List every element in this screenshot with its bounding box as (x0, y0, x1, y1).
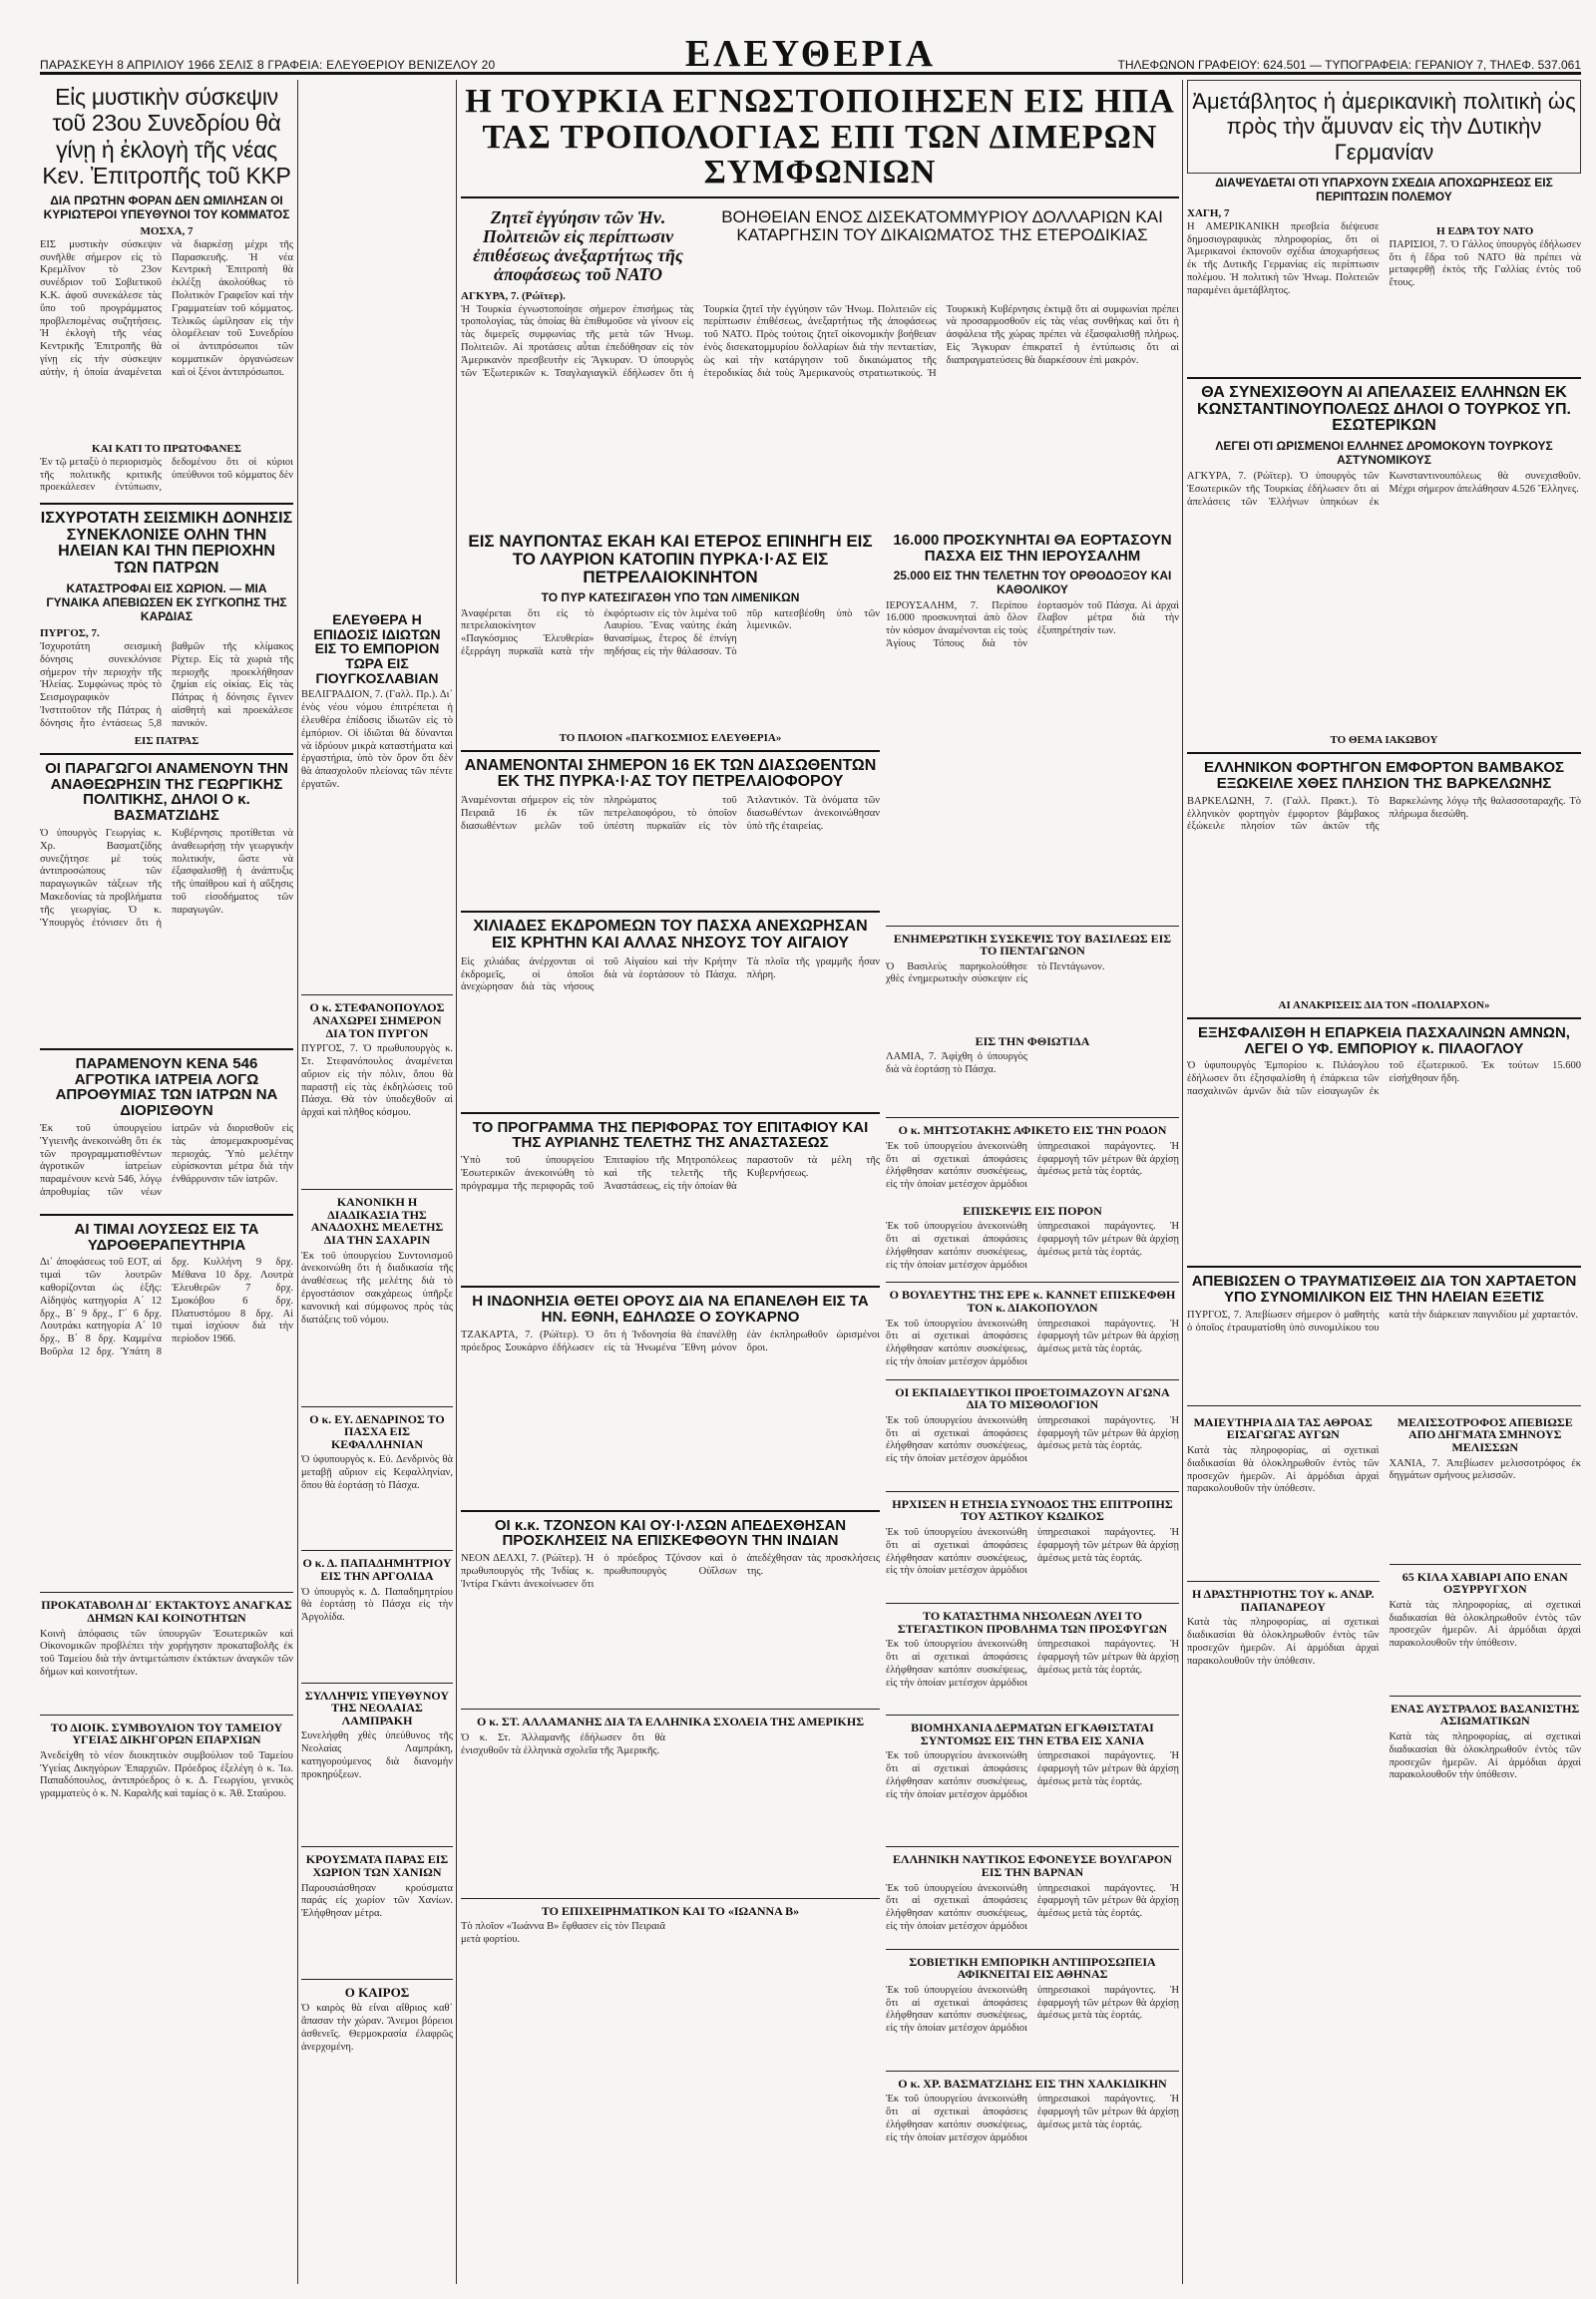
divider (461, 1709, 880, 1710)
article-body: Ἐκ τοῦ ὑπουργείου Συντονισμοῦ ἀνεκοινώθη ὅτι ἡ διαδικασία τῆς ἀναθέσεως τῆς μελέτης διὰ τὸ ἐργοστάσιον σακχάρεως ὑπῆρξε κανονικὴ καὶ σύμφωνος πρὸς τὰς διατάξεις τοῦ νόμου. (301, 1250, 453, 1326)
article-body: Συνελήφθη χθὲς ὑπεύθυνος τῆς Νεολαίας Λαμπράκη, κατηγορούμενος διὰ διανομὴν προκηρύξεων. (301, 1730, 453, 1780)
article-headline: ΣΥΛΛΗΨΙΣ ΥΠΕΥΘΥΝΟΥ ΤΗΣ ΝΕΟΛΑΙΑΣ ΛΑΜΠΡΑΚΗ (304, 1688, 450, 1727)
divider (886, 2071, 1179, 2072)
article-headline: ΕΞΗΣΦΑΛΙΣΘΗ Η ΕΠΑΡΚΕΙΑ ΠΑΣΧΑΛΙΝΩΝ ΑΜΝΩΝ, ΛΕΓΕΙ Ο ΥΦ. ΕΜΠΟΡΙΟΥ κ. ΠΙΛΑΟΓΛΟΥ (1198, 1023, 1570, 1057)
divider (886, 1282, 1179, 1283)
article-body: ΧΑΝΙΑ, 7. Ἀπεβίωσεν μελισσοτρόφος ἐκ δηγμάτων σμήνους μελισσῶν. (1389, 1457, 1581, 1482)
lead-body: Ἡ Τουρκία ἐγνωστοποίησε σήμερον ἐπισήμως τὰς τροπολογίας, τὰς ὁποίας θὰ ἐπιθυμοῦσε νὰ γίνουν εἰς τὰς διμερεῖς συμφωνίας τῆς μετὰ τῶν Ἡνωμ. Πολιτειῶν. Αἱ προτάσεις αὗται ἐπεδόθησαν εἰς τὸν Ἀμερικανὸν πρεσβευτὴν εἰς Ἄγκυραν. Ὁ ὑπουργὸς τῶν Ἐξωτερικῶν κ. Τσαγλαγιαγκὶλ ἐδήλωσεν ὅτι ἡ Τουρκία ζητεῖ τὴν ἐγγύησιν τῶν Ἡνωμ. Πολιτειῶν εἰς περίπτωσιν ἐπιθέσεως, ἀνεξαρτήτως τῆς ἀποφάσεως τοῦ ΝΑΤΟ. Πρὸς τούτοις ζητεῖ οἰκονομικὴν βοήθειαν ἑνὸς δισεκατομμυρίου δολλαρίων διὰ τὴν πενταετίαν, ὡς καὶ τὴν κατάργησιν τοῦ δικαιώματος τῆς ἑτεροδικίας διὰ τοὺς Ἀμερικανοὺς στρατιωτικούς. Ἡ Τουρκικὴ Κυβέρνησις ἐκτιμᾷ ὅτι αἱ συμφωνίαι πρέπει νὰ προσαρμοσθοῦν εἰς τὰς νέας συνθήκας καὶ ὅτι ἡ ἀσφάλεια τῆς χώρας πρέπει νὰ ἐξασφαλισθῇ πλήρως. Εἰς Ἄγκυραν ἐπικρατεῖ ἡ ἐντύπωσις ὅτι αἱ διαπραγματεύσεις θὰ διαρκέσουν ἐπὶ μακρόν. (461, 303, 1179, 379)
article-subheadline: ΚΑΤΑΣΤΡΟΦΑΙ ΕΙΣ ΧΩΡΙΟΝ. — ΜΙΑ ΓΥΝΑΙΚΑ ΑΠΕΒΙΩΣΕΝ ΕΚ ΣΥΓΚΟΠΗΣ ΤΗΣ ΚΑΡΔΙΑΣ (46, 580, 287, 623)
article-dateline: ΧΑΓΗ, 7 (1187, 206, 1230, 219)
column-rule (297, 80, 298, 2284)
article-headline: ΗΡΧΙΣΕΝ Η ΕΤΗΣΙΑ ΣΥΝΟΔΟΣ ΤΗΣ ΕΠΙΤΡΟΠΗΣ ΤΟΥ ΑΣΤΙΚΟΥ ΚΩΔΙΚΟΣ (892, 1496, 1173, 1524)
article-body: ΛΑΜΙΑ, 7. Ἀφίχθη ὁ ὑπουργὸς διὰ νὰ ἑορτάσῃ τὸ Πάσχα. (886, 1051, 1027, 1076)
divider (461, 1112, 880, 1114)
article-dateline: ΠΥΡΓΟΣ, 7. (40, 626, 100, 639)
divider (1187, 377, 1581, 379)
article-body: Τὸ πλοῖον «Ἰωάννα Β» ἔφθασεν εἰς τὸν Πειραιᾶ μετὰ φορτίου. (461, 1921, 665, 1946)
article-subheadline: ΚΑΙ ΚΑΤΙ ΤΟ ΠΡΩΤΟΦΑΝΕΣ (92, 442, 241, 455)
article-headline: ΕΝΗΜΕΡΩΤΙΚΗ ΣΥΣΚΕΨΙΣ ΤΟΥ ΒΑΣΙΛΕΩΣ ΕΙΣ ΤΟ ΠΕΝΤΑΓΩΝΟΝ (893, 931, 1172, 958)
divider (1187, 1266, 1581, 1268)
divider (301, 1406, 453, 1407)
article-headline: ΑΝΑΜΕΝΟΝΤΑΙ ΣΗΜΕΡΟΝ 16 ΕΚ ΤΩΝ ΔΙΑΣΩΘΕΝΤΩΝ ΕΚ ΤΗΣ ΠΥΡΚΑ·Ι·ΑΣ ΤΟΥ ΠΕΤΡΕΛΑΙΟΦΟΡΟΥ (464, 756, 877, 791)
article-body: Κατὰ τὰς πληροφορίας, αἱ σχετικαὶ διαδικασίαι θὰ ὁλοκληρωθοῦν ἐντὸς τῶν προσεχῶν ἡμερῶν. Αἱ ἁρμόδιαι ἀρχαὶ παρακολουθοῦν τὴν ὑπόθεσιν. (1389, 1730, 1581, 1781)
divider (1390, 1564, 1582, 1565)
column-2 (301, 80, 453, 2289)
article-body: ΒΑΡΚΕΛΩΝΗ, 7. (Γαλλ. Πρακτ.). Τὸ ἑλληνικὸν φορτηγὸν ἐμφορτον βάμβακος ἐξώκειλε πλησίον τῶν ἀκτῶν τῆς Βαρκελώνης λόγῳ τῆς θαλασσοταραχῆς. Τὸ πλήρωμα διεσώθη. (1187, 795, 1581, 833)
article-body: ΑΓΚΥΡΑ, 7. (Ρώϊτερ). Ὁ ὑπουργὸς τῶν Ἐσωτερικῶν τῆς Τουρκίας ἐδήλωσεν ὅτι αἱ ἀπελάσεις τῶν Ἑλλήνων ὑπηκόων ἐκ Κωνσταντινουπόλεως θὰ συνεχισθοῦν. Μέχρι σήμερον ἀπελάθησαν 4.526 Ἕλληνες. (1187, 471, 1581, 508)
article-body: Ὁ καιρὸς θὰ εἶναι αἴθριος καθ᾽ ἅπασαν τὴν χώραν. Ἄνεμοι βόρειοι ἀσθενεῖς. Θερμοκρασία ἐλαφρῶς ἀνερχομένη. (301, 2003, 453, 2053)
article-body: ΕΙΣ μυστικὴν σύσκεψιν συνῆλθε σήμερον εἰς τὸ Κρεμλῖνον τὸ 23ον συνέδριον τοῦ Σοβιετικοῦ Κ.Κ. ἀφοῦ συνεκάλεσε τὰς ὕπο τοῦ προγράμματος προβλεπομένας συζητήσεις. Ἡ ἐκλογὴ τῆς νέας Κεντρικῆς Ἐπιτροπῆς θὰ γίνῃ εἰς τὴν σύσκεψιν αὐτὴν, ἡ ὁποία ἀναμένεται νὰ διαρκέσῃ μέχρι τῆς Παρασκευῆς. Ἡ νέα Κεντρικὴ Ἐπιτροπὴ θὰ ἐκλέξῃ ἀκολούθως τὸ Πολιτικὸν Γραφεῖον καὶ τὴν Γραμματείαν τοῦ κόμματος. Τελικῶς ὡμίλησαν εἰς τὴν ὁλομέλειαν τοῦ Συνεδρίου οἱ ἀντιπρόσωποι τῶν κομματικῶν ὀργανώσεων καὶ οἱ ξένοι ἀντιπρόσωποι. (40, 238, 293, 378)
article-headline: ΤΟ ΔΙΟΙΚ. ΣΥΜΒΟΥΛΙΟΝ ΤΟΥ ΤΑΜΕΙΟΥ ΥΓΕΙΑΣ ΔΙΚΗΓΟΡΩΝ ΕΠΑΡΧΙΩΝ (50, 1720, 283, 1747)
divider (301, 1846, 453, 1847)
article-headline: ΕΙΣ ΝΑΥΠΟΝΤΑΣ ΕΚΑΗ ΚΑΙ ΕΤΕΡΟΣ ΕΠΙΝΗΓΗ ΕΙΣ ΤΟ ΛΑΥΡΙΟΝ ΚΑΤΟΠΙΝ ΠΥΡΚΑ·Ι·ΑΣ ΕΙΣ ΠΕΤΡΕΛΑΙΟΚΙΝΗΤΟΝ (468, 532, 873, 586)
article-body: Ὁ ὑφυπουργὸς κ. Εὐ. Δενδρινὸς θὰ μεταβῇ αὔριον εἰς Κεφαλληνίαν, ὅπου θὰ ἑορτάσῃ τὸ Πάσχα. (301, 1454, 453, 1491)
divider (1187, 1017, 1581, 1019)
column-rule (1182, 80, 1183, 2284)
divider (886, 1603, 1179, 1604)
article-subheadline: ΔΙΑΨΕΥΔΕΤΑΙ ΟΤΙ ΥΠΑΡΧΟΥΝ ΣΧΕΔΙΑ ΑΠΟΧΩΡΗΣΕΩΣ ΕΙΣ ΠΕΡΙΠΤΩΣΙΝ ΠΟΛΕΜΟΥ (1215, 175, 1553, 203)
article-headline: ΕΛΛΗΝΙΚΗ ΝΑΥΤΙΚΟΣ ΕΦΟΝΕΥΣΕ ΒΟΥΛΓΑΡΟΝ ΕΙΣ ΤΗΝ ΒΑΡΝΑΝ (893, 1852, 1172, 1879)
article-body: Ἐκ τοῦ ὑπουργείου ἀνεκοινώθη ὅτι αἱ σχετικαὶ ἀποφάσεις ἐλήφθησαν κατόπιν συσκέψεως, εἰς τὴν ὁποίαν μετέσχον ἁρμόδιοι ὑπηρεσιακοὶ παράγοντες. Ἡ ἐφαρμογὴ τῶν μέτρων θὰ ἀρχίσῃ ἀμέσως μετὰ τὰς ἑορτάς. (886, 1527, 1179, 1577)
article-body: Ἐκ τοῦ ὑπουργείου ἀνεκοινώθη ὅτι αἱ σχετικαὶ ἀποφάσεις ἐλήφθησαν κατόπιν συσκέψεως, εἰς τὴν ὁποίαν μετέσχον ἁρμόδιοι ὑπηρεσιακοὶ παράγοντες. Ἡ ἐφαρμογὴ τῶν μέτρων θὰ ἀρχίσῃ ἀμέσως μετὰ τὰς ἑορτάς. (886, 1984, 1179, 2035)
article-headline: ΕΝΑΣ ΑΥΣΤΡΑΛΟΣ ΒΑΣΑΝΙΣΤΗΣ ΑΣΙΩΜΑΤΙΚΩΝ (1391, 1701, 1580, 1728)
article-body: ΠΥΡΓΟΣ, 7. Ἀπεβίωσεν σήμερον ὁ μαθητὴς ὁ ὁποῖος ἐτραυματίσθη ὑπὸ συνομιλίκου του κατὰ τὴν διάρκειαν παιγνιδίου μὲ χαρταετόν. (1187, 1309, 1579, 1334)
article-body: Ὁ Βασιλεὺς παρηκολούθησε χθὲς ἐνημερωτικὴν σύσκεψιν εἰς τὸ Πεντάγωνον. (886, 960, 1105, 985)
column-5 (1187, 80, 1581, 2289)
divider (461, 196, 1179, 198)
divider (886, 1491, 1179, 1492)
lead-left (461, 204, 695, 288)
article-headline: ΧΙΛΙΑΔΕΣ ΕΚΔΡΟΜΕΩΝ ΤΟΥ ΠΑΣΧΑ ΑΝΕΧΩΡΗΣΑΝ ΕΙΣ ΚΡΗΤΗΝ ΚΑΙ ΑΛΛΑΣ ΝΗΣΟΥΣ ΤΟΥ ΑΙΓΑΙΟΥ (473, 918, 868, 952)
divider (40, 1048, 293, 1050)
masthead-dateline: ΠΑΡΑΣΚΕΥΗ 8 ΑΠΡΙΛΙΟΥ 1966 ΣΕΛΙΣ 8 ΓΡΑΦΕΙΑ: ΕΛΕΥΘΕΡΙΟΥ ΒΕΝΙΖΕΛΟΥ 20 (40, 58, 496, 72)
article-headline: Ο κ. ΕΥ. ΔΕΝΔΡΙΝΟΣ ΤΟ ΠΑΣΧΑ ΕΙΣ ΚΕΦΑΛΛΗΝΙΑΝ (309, 1411, 445, 1451)
article-headline: ΠΑΡΑΜΕΝΟΥΝ ΚΕΝΑ 546 ΑΓΡΟΤΙΚΑ ΙΑΤΡΕΙΑ ΛΟΓΩ ΑΠΡΟΘΥΜΙΑΣ ΤΩΝ ΙΑΤΡΩΝ ΝΑ ΔΙΟΡΙΣΘΟΥΝ (55, 1054, 278, 1120)
article-headline: ΚΑΝΟΝΙΚΗ Η ΔΙΑΔΙΚΑΣΙΑ ΤΗΣ ΑΝΑΔΟΧΗΣ ΜΕΛΕΤΗΣ ΔΙΑ ΤΗΝ ΣΑΧΑΡΙΝ (310, 1195, 444, 1247)
article-body: Ἐκ τοῦ ὑπουργείου Ὑγιεινῆς ἀνεκοινώθη ὅτι ἐκ τῶν προγραμματισθέντων ἀγροτικῶν ἰατρείων παραμένουν κενὰ 546, λόγῳ ἀπροθυμίας τῶν νέων ἰατρῶν νὰ διορισθοῦν εἰς τὰς ἀπομεμακρυσμένας περιοχάς. Ὑπὸ μελέτην εὑρίσκονται μέτρα διὰ τὴν ἐνθάρρυνσιν τῶν ἰατρῶν. (40, 1122, 293, 1198)
divider (461, 750, 880, 752)
article-headline: Ο ΚΑΙΡΟΣ (344, 1984, 410, 2000)
article-headline: ΑΙ ΤΙΜΑΙ ΛΟΥΣΕΩΣ ΕΙΣ ΤΑ ΥΔΡΟΘΕΡΑΠΕΥΤΗΡΙΑ (74, 1220, 259, 1254)
article-caption: ΤΟ ΠΛΟΙΟΝ «ΠΑΓΚΟΣΜΙΟΣ ΕΛΕΥΘΕΡΙΑ» (559, 731, 782, 744)
article-headline: ΙΣΧΥΡΟΤΑΤΗ ΣΕΙΣΜΙΚΗ ΔΟΝΗΣΙΣ ΣΥΝΕΚΛΟΝΙΣΕ ΟΛΗΝ ΤΗΝ ΗΛΕΙΑΝ ΚΑΙ ΤΗΝ ΠΕΡΙΟΧΗΝ ΤΩΝ ΠΑΤΡΩΝ (40, 509, 293, 577)
article-subheadline: ΑΙ ΑΝΑΚΡΙΣΕΙΣ ΔΙΑ ΤΟΝ «ΠΟΛΙΑΡΧΟΝ» (1278, 998, 1490, 1011)
article-dateline: ΜΟΣΧΑ, 7 (140, 224, 194, 237)
divider (40, 503, 293, 505)
article-body: Ὑπὸ τοῦ ὑπουργείου Ἐσωτερικῶν ἀνεκοινώθη τὸ πρόγραμμα τῆς περιφορᾶς τοῦ Ἐπιταφίου τῆς Μητροπόλεως καὶ τῆς τελετῆς τῆς Ἀναστάσεως, εἰς τὴν ὁποίαν θὰ παραστοῦν τὰ μέλη τῆς Κυβερνήσεως. (461, 1155, 880, 1192)
lead-subheadline: ΒΟΗΘΕΙΑΝ ΕΝΟΣ ΔΙΣΕΚΑΤΟΜΜΥΡΙΟΥ ΔΟΛΛΑΡΙΩΝ ΚΑΙ ΚΑΤΑΡΓΗΣΙΝ ΤΟΥ ΔΙΚΑΙΩΜΑΤΟΣ ΤΗΣ ΕΤΕΡΟΔΙΚΙΑΣ (721, 207, 1163, 244)
article-body: ΠΥΡΓΟΣ, 7. Ὁ πρωθυπουργὸς κ. Στ. Στεφανόπουλος ἀναμένεται αὔριον εἰς τὴν πόλιν, ὅπου θὰ παραστῇ εἰς τὰς ἐκδηλώσεις τοῦ Πάσχα. Θὰ τὸν ὑποδεχθοῦν αἱ ἀρχαὶ καὶ πλῆθος κόσμου. (301, 1043, 453, 1119)
article-headline: 65 ΚΙΛΑ ΧΑΒΙΑΡΙ ΑΠΟ ΕΝΑΝ ΟΞΥΡΡΥΓΧΟΝ (1401, 1569, 1568, 1597)
column-4 (886, 529, 1179, 2289)
article-body: ΝΕΟΝ ΔΕΛΧΙ, 7. (Ρώϊτερ). Ἡ πρωθυπουργὸς τῆς Ἰνδίας κ. Ἰντίρα Γκάντι ἀνεκοίνωσεν ὅτι ὁ πρόεδρος Τζόνσον καὶ ὁ πρωθυπουργὸς Οὐΐλσων ἀπεδέχθησαν τὰς προσκλήσεις της. (461, 1553, 880, 1590)
article-subheadline: ΤΟ ΘΕΜΑ ΙΑΚΩΒΟΥ (1330, 734, 1438, 747)
article-body: Κοινὴ ἀπόφασις τῶν ὑπουργῶν Ἐσωτερικῶν καὶ Οἰκονομικῶν προβλέπει τὴν χορήγησιν προκαταβολῆς ἐκ τοῦ Ταμείου διὰ τὴν ἀντιμετώπισιν ἐκτάκτων ἀναγκῶν τῶν δήμων καὶ κοινοτήτων. (40, 1628, 293, 1679)
divider (1187, 1405, 1581, 1406)
article-body: Ὁ ὑπουργὸς Γεωργίας κ. Χρ. Βασματζίδης συνεζήτησε μὲ τοὺς ἀντιπροσώπους τῶν παραγωγικῶν τάξεων τῆς Μακεδονίας τὰ προβλήματα τῆς γεωργίας. Ὁ κ. Ὑπουργὸς ἐτόνισεν ὅτι ἡ Κυβέρνησις προτίθεται νὰ ἀναθεωρήσῃ τὴν γεωργικὴν πολιτικήν, ὥστε νὰ ἐξασφαλισθῇ ἡ ἀνάπτυξις τῆς ὑπαίθρου καὶ ἡ αὔξησις τοῦ εἰσοδήματος τῶν παραγωγῶν. (40, 827, 293, 929)
divider (301, 1189, 453, 1190)
article-headline: ΜΕΛΙΣΣΟΤΡΟΦΟΣ ΑΠΕΒΙΩΣΕ ΑΠΟ ΔΗΓΜΑΤΑ ΣΜΗΝΟΥΣ ΜΕΛΙΣΣΩΝ (1396, 1414, 1573, 1454)
article-headline: ΟΙ ΠΑΡΑΓΩΓΟΙ ΑΝΑΜΕΝΟΥΝ ΤΗΝ ΑΝΑΘΕΩΡΗΣΙΝ ΤΗΣ ΓΕΩΡΓΙΚΗΣ ΠΟΛΙΤΙΚΗΣ, ΔΗΛΟΙ Ο κ. ΒΑΣΜΑΤΖΙΔΗΣ (45, 759, 288, 825)
article-body: Ἀνεδείχθη τὸ νέον διοικητικὸν συμβούλιον τοῦ Ταμείου Ὑγείας Δικηγόρων Ἐπαρχιῶν. Πρόεδρος ἐξελέγη ὁ κ. Ἰω. Παπαδόπουλος, ἀντιπρόεδρος ὁ κ. Δ. Γεωργίου, γενικὸς γραμματεὺς ὁ κ. Ν. Καραλῆς καὶ ταμίας ὁ κ. Ἀθ. Σταύρου. (40, 1749, 293, 1800)
article-headline: Η ΔΡΑΣΤΗΡΙΟΤΗΣ ΤΟΥ κ. ΑΝΔΡ. ΠΑΠΑΝΔΡΕΟΥ (1192, 1586, 1375, 1614)
article-headline: Ο κ. ΧΡ. ΒΑΣΜΑΤΖΙΔΗΣ ΕΙΣ ΤΗΝ ΧΑΛΚΙΔΙΚΗΝ (898, 2076, 1167, 2091)
article-body: Εἰς χιλιάδας ἀνέρχονται οἱ ἐκδρομεῖς, οἱ ὁποῖοι ἀνεχώρησαν διὰ τὰς νήσους τοῦ Αἰγαίου καὶ τὴν Κρήτην διὰ νὰ ἑορτάσουν τὸ Πάσχα. Τὰ πλοῖα τῆς γραμμῆς ἦσαν πλήρη. (461, 956, 880, 993)
lead-story (461, 80, 1179, 529)
article-headline: ΑΠΕΒΙΩΣΕΝ Ο ΤΡΑΥΜΑΤΙΣΘΕΙΣ ΔΙΑ ΤΟΝ ΧΑΡΤΑΕΤΟΝ ΥΠΟ ΣΥΝΟΜΙΛΙΚΟΝ ΕΙΣ ΤΗΝ ΗΛΕΙΑΝ ΕΞΕΤΙΣ (1191, 1273, 1577, 1307)
article-body: Ἐν τῷ μεταξὺ ὁ περιορισμὸς τῆς πολιτικῆς κριτικῆς προεκάλεσεν ἐντύπωσιν, δεδομένου ὅτι οἱ κύριοι ὑπεύθυνοι τοῦ κόμματος δὲν (40, 456, 293, 494)
article-body: Κατὰ τὰς πληροφορίας, αἱ σχετικαὶ διαδικασίαι θὰ ὁλοκληρωθοῦν ἐντὸς τῶν προσεχῶν ἡμερῶν. Αἱ ἁρμόδιαι ἀρχαὶ παρακολουθοῦν τὴν ὑπόθεσιν. (1389, 1599, 1581, 1650)
article-headline: ΒΙΟΜΗΧΑΝΙΑ ΔΕΡΜΑΤΩΝ ΕΓΚΑΘΙΣΤΑΤΑΙ ΣΥΝΤΟΜΩΣ ΕΙΣ ΤΗΝ ΕΤΒΑ ΕΙΣ ΧΑΝΙΑ (911, 1721, 1154, 1747)
article-headline: ΣΟΒΙΕΤΙΚΗ ΕΜΠΟΡΙΚΗ ΑΝΤΙΠΡΟΣΩΠΕΙΑ ΑΦΙΚΝΕΙΤΑΙ ΕΙΣ ΑΘΗΝΑΣ (909, 1954, 1156, 1982)
article-headline: ΘΑ ΣΥΝΕΧΙΣΘΟΥΝ ΑΙ ΑΠΕΛΑΣΕΙΣ ΕΛΛΗΝΩΝ ΕΚ ΚΩΝΣΤΑΝΤΙΝΟΥΠΟΛΕΩΣ ΔΗΛΟΙ Ο ΤΟΥΡΚΟΣ ΥΠ. ΕΣΩΤΕΡΙΚΩΝ (1197, 383, 1571, 435)
divider (461, 1510, 880, 1512)
article-headline: ΚΡΟΥΣΜΑΤΑ ΠΑΡΑΣ ΕΙΣ ΧΩΡΙΟΝ ΤΩΝ ΧΑΝΙΩΝ (305, 1852, 449, 1879)
article-headline: ΕΛΕΥΘΕΡΑ Η ΕΠΙΔΟΣΙΣ ΙΔΙΩΤΩΝ ΕΙΣ ΤΟ ΕΜΠΟΡΙΟΝ ΤΩΡΑ ΕΙΣ ΓΙΟΥΓΚΟΣΛΑΒΙΑΝ (313, 611, 441, 686)
divider (461, 1286, 880, 1288)
divider (461, 1898, 880, 1899)
article-headline: Ο κ. ΜΗΤΣΟΤΑΚΗΣ ΑΦΙΚΕΤΟ ΕΙΣ ΤΗΝ ΡΟΔΟΝ (898, 1123, 1167, 1138)
divider (40, 1214, 293, 1216)
article-body: Ὁ κ. Στ. Ἀλλαμανῆς ἐδήλωσεν ὅτι θὰ ἐνισχυθοῦν τὰ ἑλληνικὰ σχολεῖα τῆς Ἀμερικῆς. (461, 1731, 665, 1756)
divider (40, 1592, 293, 1593)
article-headline: ΜΑΙΕΥΤΗΡΙΑ ΔΙΑ ΤΑΣ ΑΘΡΟΑΣ ΕΙΣΑΓΩΓΑΣ ΑΥΓΩΝ (1193, 1414, 1373, 1442)
column-3 (461, 529, 880, 2289)
divider (301, 1979, 453, 1980)
article-body: Η ΑΜΕΡΙΚΑΝΙΚΗ πρεσβεία διέψευσε δημοσιογραφικὰς πληροφορίας, ὅτι οἱ Ἀμερικανοὶ ἐκπονοῦν σχέδια ἀποχωρήσεως ἐκ τῆς Δυτικῆς Γερμανίας εἰς περίπτωσιν πολέμου. Ἡ πολιτικὴ τῶν Ἡνωμ. Πολιτειῶν παραμένει ἀμετάβλητος. (1187, 220, 1380, 296)
article-body: ΒΕΛΙΓΡΑΔΙΟΝ, 7. (Γαλλ. Πρ.). Δι᾽ ἑνὸς νέου νόμου ἐπιτρέπεται ἡ ἐλευθέρα ἐπίδοσις ἰδιωτῶν εἰς τὸ ἐμπόριον. Οἱ ἰδιῶται θὰ δύνανται νὰ ἱδρύουν μικρὰ καταστήματα καὶ ἐργαστήρια, ὑπὸ τὸν ὅρον ὅτι δὲν θὰ ἀπασχολοῦν πλείονας τῶν πέντε ἐργατῶν. (301, 689, 453, 791)
article-headline: Ο κ. ΣΤΕΦΑΝΟΠΟΥΛΟΣ ΑΝΑΧΩΡΕΙ ΣΗΜΕΡΟΝ ΔΙΑ ΤΟΝ ΠΥΡΓΟΝ (309, 1000, 445, 1040)
divider (40, 753, 293, 755)
divider (301, 994, 453, 995)
article-headline: ΕΠΙΣΚΕΨΙΣ ΕΙΣ ΠΟΡΟΝ (963, 1203, 1102, 1218)
article-headline: ΤΟ ΕΠΙΧΕΙΡΗΜΑΤΙΚΟΝ ΚΑΙ ΤΟ «ΙΩΑΝΝΑ Β» (541, 1903, 800, 1918)
divider (1187, 1581, 1380, 1582)
article-body: Ἐκ τοῦ ὑπουργείου ἀνεκοινώθη ὅτι αἱ σχετικαὶ ἀποφάσεις ἐλήφθησαν κατόπιν συσκέψεως, εἰς τὴν ὁποίαν μετέσχον ἁρμόδιοι ὑπηρεσιακοὶ παράγοντες. Ἡ ἐφαρμογὴ τῶν μέτρων θὰ ἀρχίσῃ ἀμέσως μετὰ τὰς ἑορτάς. (886, 1639, 1179, 1689)
article-subheadline: Η ΕΔΡΑ ΤΟΥ ΝΑΤΟ (1436, 224, 1534, 237)
article-body: Ἐκ τοῦ ὑπουργείου ἀνεκοινώθη ὅτι αἱ σχετικαὶ ἀποφάσεις ἐλήφθησαν κατόπιν συσκέψεως, εἰς τὴν ὁποίαν μετέσχον ἁρμόδιοι ὑπηρεσιακοὶ παράγοντες. Ἡ ἐφαρμογὴ τῶν μέτρων θὰ ἀρχίσῃ ἀμέσως μετὰ τὰς ἑορτάς. (886, 1882, 1179, 1932)
article-body: ΙΕΡΟΥΣΑΛΗΜ, 7. Περίπου 16.000 προσκυνηταὶ ἀπὸ ὅλον τὸν κόσμον ἀναμένονται εἰς τοὺς Ἁγίους Τόπους διὰ τὸν ἑορτασμὸν τοῦ Πάσχα. Αἱ ἀρχαὶ ἔλαβον μέτρα διὰ τὴν ἐξυπηρέτησίν των. (886, 599, 1179, 649)
article-subheadline: ΔΙΑ ΠΡΩΤΗΝ ΦΟΡΑΝ ΔΕΝ ΩΜΙΛΗΣΑΝ ΟΙ ΚΥΡΙΩΤΕΡΟΙ ΥΠΕΥΘΥΝΟΙ ΤΟΥ ΚΟΜΜΑΤΟΣ (43, 192, 290, 221)
masthead-contact: ΤΗΛΕΦΩΝΟΝ ΓΡΑΦΕΙΟΥ: 624.501 — ΤΥΠΟΓΡΑΦΕΙΑ: ΓΕΡΑΝΙΟΥ 7, ΤΗΛΕΦ. 537.061 (1117, 58, 1581, 72)
article-headline: Ο κ. ΣΤ. ΑΛΛΑΜΑΝΗΣ ΔΙΑ ΤΑ ΕΛΛΗΝΙΚΑ ΣΧΟΛΕΙΑ ΤΗΣ ΑΜΕΡΙΚΗΣ (476, 1715, 865, 1729)
article-headline: Ἀμετάβλητος ἡ ἀμερικανικὴ πολιτικὴ ὡς πρὸς τὴν ἄμυναν εἰς τὴν Δυτικὴν Γερμανίαν (1192, 89, 1576, 165)
divider (886, 1117, 1179, 1118)
divider (301, 1550, 453, 1551)
divider (301, 1683, 453, 1684)
article-headline: ΟΙ ΕΚΠΑΙΔΕΥΤΙΚΟΙ ΠΡΟΕΤΟΙΜΑΖΟΥΝ ΑΓΩΝΑ ΔΙΑ ΤΟ ΜΙΣΘΟΛΟΓΙΟΝ (895, 1384, 1170, 1412)
article-headline: ΕΙΣ ΤΗΝ ΦΘΙΩΤΙΔΑ (975, 1033, 1090, 1048)
article-body: Παρουσιάσθησαν κρούσματα παράς εἰς χωρίον τῶν Χανίων. Ἐλήφθησαν μέτρα. (301, 1882, 453, 1920)
column-1 (40, 80, 293, 2289)
lead-right (705, 204, 1179, 288)
article-body: Ἐκ τοῦ ὑπουργείου ἀνεκοινώθη ὅτι αἱ σχετικαὶ ἀποφάσεις ἐλήφθησαν κατόπιν συσκέψεως, εἰς τὴν ὁποίαν μετέσχον ἁρμόδιοι ὑπηρεσιακοὶ παράγοντες. Ἡ ἐφαρμογὴ τῶν μέτρων θὰ ἀρχίσῃ ἀμέσως μετὰ τὰς ἑορτάς. (886, 1140, 1179, 1191)
article-subheadline: ΕΙΣ ΠΑΤΡΑΣ (134, 734, 200, 747)
lead-dateline: ΑΓΚΥΡΑ, 7. (Ρώϊτερ). (461, 289, 566, 302)
article-headline: ΟΙ κ.κ. ΤΖΟΝΣΟΝ ΚΑΙ ΟΥ·Ι·ΛΣΩΝ ΑΠΕΔΕΧΘΗΣΑΝ ΠΡΟΣΚΛΗΣΕΙΣ ΝΑ ΕΠΙΣΚΕΦΘΟΥΝ ΤΗΝ ΙΝΔΙΑΝ (494, 1516, 847, 1550)
article-body: Ἐκ τοῦ ὑπουργείου ἀνεκοινώθη ὅτι αἱ σχετικαὶ ἀποφάσεις ἐλήφθησαν κατόπιν συσκέψεως, εἰς τὴν ὁποίαν μετέσχον ἁρμόδιοι ὑπηρεσιακοὶ παράγοντες. Ἡ ἐφαρμογὴ τῶν μέτρων θὰ ἀρχίσῃ ἀμέσως μετὰ τὰς ἑορτάς. (886, 1318, 1179, 1368)
article-headline: ΠΡΟΚΑΤΑΒΟΛΗ ΔΙ᾽ ΕΚΤΑΚΤΟΥΣ ΑΝΑΓΚΑΣ ΔΗΜΩΝ ΚΑΙ ΚΟΙΝΟΤΗΤΩΝ (41, 1598, 292, 1626)
divider (40, 1715, 293, 1716)
article-body: Ὁ ὑφυπουργὸς Ἐμπορίου κ. Πιλάογλου ἐδήλωσεν ὅτι ἐξησφαλίσθη ἡ ἐπάρκεια τῶν πασχαλινῶν ἀμνῶν διὰ τῶν εἰσαγωγῶν ἐκ τοῦ ἐξωτερικοῦ. Ἐκ τούτων 15.600 εἰσήχθησαν ἤδη. (1187, 1060, 1581, 1097)
article-headline: Ο ΒΟΥΛΕΥΤΗΣ ΤΗΣ ΕΡΕ κ. ΚΑΝΝΕΤ ΕΠΙΣΚΕΦΘΗ ΤΟΝ κ. ΔΙΑΚΟΠΟΥΛΟΝ (889, 1288, 1176, 1316)
lead-subheadline: Ζητεῖ ἐγγύησιν τῶν Ἡν. Πολιτειῶν εἰς περίπτωσιν ἐπιθέσεως ἀνεξαρτήτως τῆς ἀποφάσεως τοῦ ΝΑΤΟ (473, 207, 683, 284)
article-body: ΤΖΑΚΑΡΤΑ, 7. (Ρώϊτερ). Ὁ πρόεδρος Σουκάρνο ἐδήλωσεν ὅτι ἡ Ἰνδονησία θὰ ἐπανέλθῃ εἰς τὰ Ἡνωμένα Ἔθνη μόνον ἐὰν ἐκπληρωθοῦν ὡρισμένοι ὅροι. (461, 1329, 880, 1353)
article-body: Ἰσχυροτάτη σεισμικὴ δόνησις συνεκλόνισε σήμερον τὴν περιοχὴν τῆς Ἠλείας. Συμφώνως πρὸς τὸ Σεισμογραφικὸν Ἰνστιτοῦτον τῆς Πάτρας ἡ δόνησις ἦτο ἐντάσεως 5,8 βαθμῶν τῆς κλίμακος Ρίχτερ. Εἰς τὰ χωριὰ τῆς περιοχῆς προεκλήθησαν ζημίαι εἰς οἰκίας. Εἰς τὰς Πάτρας ἡ δόνησις ἔγινεν αἰσθητὴ καὶ προεκάλεσε πανικόν. (40, 640, 293, 729)
article-subheadline: ΤΟ ΠΥΡ ΚΑΤΕΣΙΓΑΣΘΗ ΥΠΟ ΤΩΝ ΛΙΜΕΝΙΚΩΝ (541, 589, 800, 604)
divider (461, 911, 880, 913)
lead-headline: Η ΤΟΥΡΚΙΑ ΕΓΝΩΣΤΟΠΟΙΗΣΕΝ ΕΙΣ ΗΠΑ ΤΑΣ ΤΡΟΠΟΛΟΓΙΑΣ ΕΠΙ ΤΩΝ ΔΙΜΕΡΩΝ ΣΥΜΦΩΝΙΩΝ (465, 83, 1175, 192)
article-subheadline: 25.000 ΕΙΣ ΤΗΝ ΤΕΛΕΤΗΝ ΤΟΥ ΟΡΘΟΔΟΞΟΥ ΚΑΙ ΚΑΘΟΛΙΚΟΥ (893, 568, 1172, 596)
divider (886, 1846, 1179, 1847)
masthead (40, 33, 1581, 75)
article-headline: Η ΙΝΔΟΝΗΣΙΑ ΘΕΤΕΙ ΟΡΟΥΣ ΔΙΑ ΝΑ ΕΠΑΝΕΛΘΗ ΕΙΣ ΤΑ ΗΝ. ΕΘΝΗ, ΕΔΗΛΩΣΕ Ο ΣΟΥΚΑΡΝΟ (472, 1293, 869, 1326)
article-headline: Εἰς μυστικὴν σύσκεψιν τοῦ 23ου Συνεδρίου θὰ γίνῃ ἡ ἐκλογὴ τῆς νέας Κεν. Ἐπιτροπῆς τοῦ ΚΚΡ (42, 84, 291, 190)
article-headline: Ο κ. Δ. ΠΑΠΑΔΗΜΗΤΡΙΟΥ ΕΙΣ ΤΗΝ ΑΡΓΟΛΙΔΑ (302, 1556, 452, 1583)
article-body: Δι᾽ ἀποφάσεως τοῦ ΕΟΤ, αἱ τιμαὶ τῶν λουτρῶν καθορίζονται ὡς ἑξῆς: Αἰδηψὸς κατηγορία Α΄ 12 δρχ., Β΄ 9 δρχ., Γ΄ 6 δρχ. Λουτράκι κατηγορία Α΄ 10 δρχ., Β΄ 8 δρχ. Καμμένα Βοῦρλα 12 δρχ. Ὑπάτη 8 δρχ. Κυλλήνη 9 δρχ. Μέθανα 10 δρχ. Λουτρὰ Ἐλευθερῶν 7 δρχ. Σμοκόβου 6 δρχ. Πλατυστόμου 8 δρχ. Αἱ τιμαὶ ἰσχύουν διὰ τὴν περίοδον 1966. (40, 1257, 293, 1358)
divider (1390, 1696, 1582, 1697)
article-headline: ΤΟ ΠΡΟΓΡΑΜΜΑ ΤΗΣ ΠΕΡΙΦΟΡΑΣ ΤΟΥ ΕΠΙΤΑΦΙΟΥ ΚΑΙ ΤΗΣ ΑΥΡΙΑΝΗΣ ΤΕΛΕΤΗΣ ΤΗΣ ΑΝΑΣΤΑΣΕΩΣ (472, 1118, 869, 1152)
article-body: Ἀναμένονται σήμερον εἰς τὸν Πειραιᾶ 16 ἐκ τῶν διασωθέντων μελῶν τοῦ πληρώματος τοῦ πετρελαιοφόρου, τὸ ὁποῖον ὑπέστη πυρκαϊὰν εἰς τὸν Ἀτλαντικόν. Τὰ ὀνόματα τῶν διασωθέντων ἀνεκοινώθησαν ὑπὸ τῆς ἐταιρείας. (461, 795, 880, 832)
masthead-title: ΕΛΕΥΘΕΡΙΑ (684, 33, 937, 75)
divider (1187, 752, 1581, 754)
article-body: Ἐκ τοῦ ὑπουργείου ἀνεκοινώθη ὅτι αἱ σχετικαὶ ἀποφάσεις ἐλήφθησαν κατόπιν συσκέψεως, εἰς τὴν ὁποίαν μετέσχον ἁρμόδιοι ὑπηρεσιακοὶ παράγοντες. Ἡ ἐφαρμογὴ τῶν μέτρων θὰ ἀρχίσῃ ἀμέσως μετὰ τὰς ἑορτάς. (886, 1414, 1179, 1465)
article-body: Κατὰ τὰς πληροφορίας, αἱ σχετικαὶ διαδικασίαι θὰ ὁλοκληρωθοῦν ἐντὸς τῶν προσεχῶν ἡμερῶν. Αἱ ἁρμόδιαι ἀρχαὶ παρακολουθοῦν τὴν ὑπόθεσιν. (1187, 1444, 1380, 1495)
article-subheadline: ΛΕΓΕΙ ΟΤΙ ΩΡΙΣΜΕΝΟΙ ΕΛΛΗΝΕΣ ΔΡΟΜΟΚΟΥΝ ΤΟΥΡΚΟΥΣ ΑΣΤΥΝΟΜΙΚΟΥΣ (1215, 439, 1553, 468)
divider (886, 1379, 1179, 1380)
column-rule (456, 80, 457, 2284)
article-body: Ἐκ τοῦ ὑπουργείου ἀνεκοινώθη ὅτι αἱ σχετικαὶ ἀποφάσεις ἐλήφθησαν κατόπιν συσκέψεως, εἰς τὴν ὁποίαν μετέσχον ἁρμόδιοι ὑπηρεσιακοὶ παράγοντες. Ἡ ἐφαρμογὴ τῶν μέτρων θὰ ἀρχίσῃ ἀμέσως μετὰ τὰς ἑορτάς. (886, 1750, 1179, 1800)
article-headline: ΤΟ ΚΑΤΑΣΤΗΜΑ ΝΗΣΟΛΕΩΝ ΛΥΕΙ ΤΟ ΣΤΕΓΑΣΤΙΚΟΝ ΠΡΟΒΛΗΜΑ ΤΩΝ ΠΡΟΣΦΥΓΩΝ (897, 1609, 1168, 1636)
article-headline: 16.000 ΠΡΟΣΚΥΝΗΤΑΙ ΘΑ ΕΟΡΤΑΣΟΥΝ ΠΑΣΧΑ ΕΙΣ ΤΗΝ ΙΕΡΟΥΣΑΛΗΜ (893, 532, 1172, 565)
divider (886, 1715, 1179, 1716)
article-body: Ἀναφέρεται ὅτι εἰς τὸ πετρελαιοκίνητον «Παγκόσμιος Ἐλευθερία» ἐξερράγη πυρκαϊὰ κατὰ τὴν ἐκφόρτωσιν εἰς τὸν λιμένα τοῦ Λαυρίου. Ἕνας ναύτης ἐκάη θανασίμως, ἕτερος δὲ ἐπνίγη πηδήσας εἰς τὴν θάλασσαν. Τὸ πῦρ κατεσβέσθη ὑπὸ τῶν λιμενικῶν. (461, 607, 880, 657)
divider (886, 1949, 1179, 1950)
article-headline-box (1187, 80, 1581, 174)
article-body: Ἐκ τοῦ ὑπουργείου ἀνεκοινώθη ὅτι αἱ σχετικαὶ ἀποφάσεις ἐλήφθησαν κατόπιν συσκέψεως, εἰς τὴν ὁποίαν μετέσχον ἁρμόδιοι ὑπηρεσιακοὶ παράγοντες. Ἡ ἐφαρμογὴ τῶν μέτρων θὰ ἀρχίσῃ ἀμέσως μετὰ τὰς ἑορτάς. (886, 2094, 1179, 2143)
article-body: Ἐκ τοῦ ὑπουργείου ἀνεκοινώθη ὅτι αἱ σχετικαὶ ἀποφάσεις ἐλήφθησαν κατόπιν συσκέψεως, εἰς τὴν ὁποίαν μετέσχον ἁρμόδιοι ὑπηρεσιακοὶ παράγοντες. Ἡ ἐφαρμογὴ τῶν μέτρων θὰ ἀρχίσῃ ἀμέσως μετὰ τὰς ἑορτάς. (886, 1221, 1179, 1271)
article-body: Κατὰ τὰς πληροφορίας, αἱ σχετικαὶ διαδικασίαι θὰ ὁλοκληρωθοῦν ἐντὸς τῶν προσεχῶν ἡμερῶν. Αἱ ἁρμόδιαι ἀρχαὶ παρακολουθοῦν τὴν ὑπόθεσιν. (1187, 1617, 1380, 1667)
divider (886, 926, 1179, 927)
article-body: Ὁ ὑπουργὸς κ. Δ. Παπαδημητρίου θὰ ἑορτάσῃ τὸ Πάσχα εἰς τὴν Ἀργολίδα. (301, 1586, 453, 1624)
article-body: ΠΑΡΙΣΙΟΙ, 7. Ὁ Γάλλος ὑπουργὸς ἐδήλωσεν ὅτι ἡ ἕδρα τοῦ ΝΑΤΟ θὰ πρέπει νὰ μεταφερθῇ ἐκτὸς τῆς Γαλλίας ἐντὸς τοῦ ἔτους. (1389, 238, 1581, 289)
article-headline: ΕΛΛΗΝΙΚΟΝ ΦΟΡΤΗΓΟΝ ΕΜΦΟΡΤΟΝ ΒΑΜΒΑΚΟΣ ΕΞΩΚΕΙΛΕ ΧΘΕΣ ΠΛΗΣΙΟΝ ΤΗΣ ΒΑΡΚΕΛΩΝΗΣ (1203, 759, 1564, 793)
